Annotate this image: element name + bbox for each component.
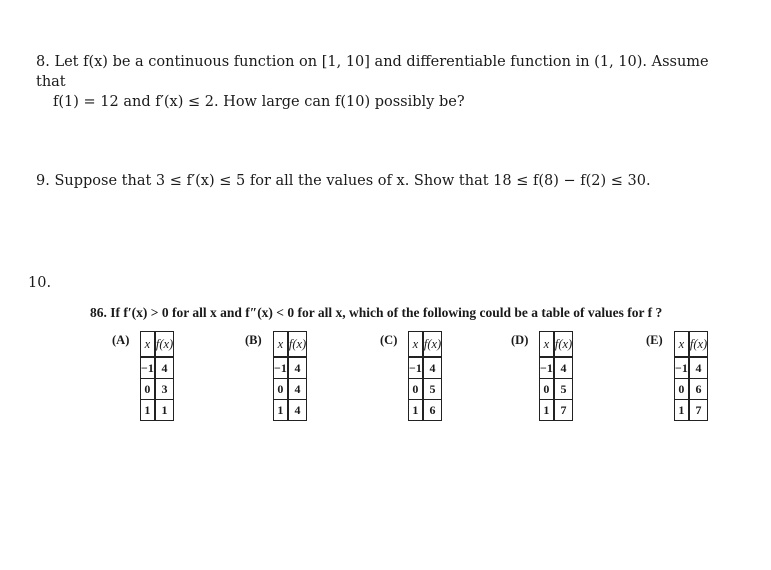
header-x: x xyxy=(409,332,423,358)
choice-c-label: (C) xyxy=(380,333,398,347)
header-fx: f(x) xyxy=(423,332,442,358)
choice-b-label: (B) xyxy=(245,333,262,347)
choice-a-table xyxy=(140,331,174,421)
cell-fx: 4 xyxy=(155,357,174,379)
cell-fx: 5 xyxy=(423,379,442,400)
problem-9-text: Suppose that 3 ≤ f′(x) ≤ 5 for all the values of x. Show that 18 ≤ f(8) − f(2) ≤ 30. xyxy=(54,173,651,189)
answer-choices xyxy=(90,331,750,441)
cell-x: −1 xyxy=(141,357,155,379)
cell-fx: 4 xyxy=(423,357,442,379)
choice-d-label: (D) xyxy=(511,333,529,347)
cell-x: 1 xyxy=(675,400,689,421)
cell-x: −1 xyxy=(540,357,554,379)
cell-x: −1 xyxy=(274,357,288,379)
choice-b-table xyxy=(273,331,307,421)
header-x: x xyxy=(675,332,689,358)
cell-fx: 7 xyxy=(554,400,573,421)
cell-fx: 4 xyxy=(288,400,307,421)
cell-fx: 5 xyxy=(554,379,573,400)
cell-x: 0 xyxy=(409,379,423,400)
choice-e-label: (E) xyxy=(646,333,663,347)
cell-fx: 4 xyxy=(554,357,573,379)
header-x: x xyxy=(540,332,554,358)
cell-x: 1 xyxy=(274,400,288,421)
cell-x: −1 xyxy=(675,357,689,379)
problem-8-line-2: f(1) = 12 and f′(x) ≤ 2. How large can f(10) possibly be? xyxy=(53,94,465,110)
cell-fx: 4 xyxy=(689,357,708,379)
cell-x: 1 xyxy=(409,400,423,421)
cell-fx: 3 xyxy=(155,379,174,400)
cell-x: 1 xyxy=(540,400,554,421)
choice-a-label: (A) xyxy=(112,333,130,347)
cell-x: 0 xyxy=(141,379,155,400)
header-fx: f(x) xyxy=(554,332,573,358)
header-fx: f(x) xyxy=(689,332,708,358)
problem-9-number: 9. xyxy=(36,173,50,189)
cell-fx: 4 xyxy=(288,379,307,400)
header-fx: f(x) xyxy=(288,332,307,358)
header-fx: f(x) xyxy=(155,332,174,358)
question-86-stem: 86. If f′(x) > 0 for all x and f″(x) < 0 for all x, which of the following could be a table of values for f ? xyxy=(90,305,663,320)
question-86 xyxy=(90,305,750,441)
header-x: x xyxy=(274,332,288,358)
cell-fx: 4 xyxy=(288,357,307,379)
problem-8 xyxy=(36,52,736,112)
choice-e-table xyxy=(674,331,708,421)
cell-x: 0 xyxy=(274,379,288,400)
cell-x: 0 xyxy=(540,379,554,400)
cell-x: 0 xyxy=(675,379,689,400)
cell-x: −1 xyxy=(409,357,423,379)
problem-8-line-1 xyxy=(36,52,736,92)
header-x: x xyxy=(141,332,155,358)
choice-d-table xyxy=(539,331,573,421)
problem-8-number: 8. xyxy=(36,54,50,70)
cell-fx: 1 xyxy=(155,400,174,421)
choice-c-table xyxy=(408,331,442,421)
problem-8-text-1: Let f(x) be a continuous function on [1, 10] and differentiable function in (1, 10). Assume that xyxy=(36,54,709,90)
problem-10-number: 10. xyxy=(28,275,52,291)
cell-fx: 7 xyxy=(689,400,708,421)
cell-x: 1 xyxy=(141,400,155,421)
problem-9 xyxy=(36,171,736,191)
cell-fx: 6 xyxy=(689,379,708,400)
cell-fx: 6 xyxy=(423,400,442,421)
